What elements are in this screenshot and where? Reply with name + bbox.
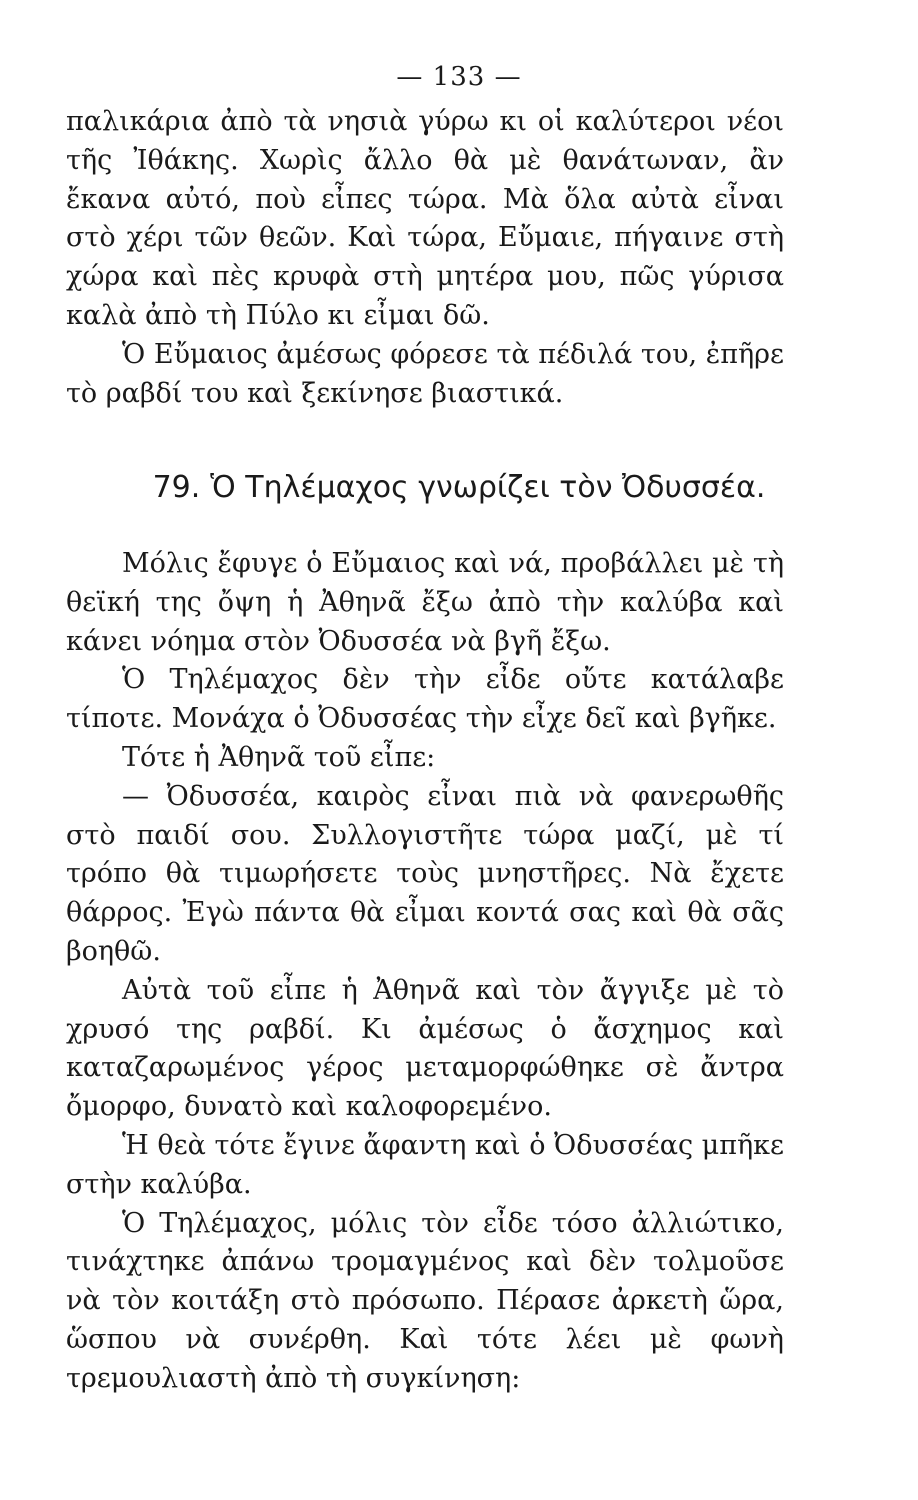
paragraph: παλικάρια ἀπὸ τὰ νησιὰ γύρω κι οἱ καλύτεροι νέοι τῆς Ἰθάκης. Χωρὶς ἄλλο θὰ μὲ θανάτωναν, ἂν ἔκανα αὐτό, ποὺ εἶπες τώρα. Μὰ ὅλα αὐτὰ εἶναι στὸ χέρι τῶν θεῶν. Καὶ τώρα, Εὔμαιε, πήγαινε στὴ χώρα καὶ πὲς κρυφὰ στὴ μητέρα μου, πῶς γύρισα καλὰ ἀπὸ τὴ Πύλο κι εἶμαι δῶ. xyxy=(66,106,784,331)
paragraph: Ὁ Τηλέμαχος, μόλις τὸν εἶδε τόσο ἀλλιώτικο, τινάχτηκε ἀπάνω τρομαγμένος καὶ δὲν τολμοῦσε νὰ τὸν κοιτάξη στὸ πρόσωπο. Πέρασε ἀρκετὴ ὥρα, ὥσπου νὰ συνέρθη. Καὶ τότε λέει μὲ φωνὴ τρεμουλιαστὴ ἀπὸ τὴ συγκίνηση: xyxy=(66,1207,784,1394)
paragraph: Τότε ἡ Ἀθηνᾶ τοῦ εἶπε: xyxy=(122,741,436,773)
dialogue-paragraph: — Ὀδυσσέα, καιρὸς εἶναι πιὰ νὰ φανερωθῆς στὸ παιδί σου. Συλλογιστῆτε τώρα μαζί, μὲ τί τρόπο θὰ τιμωρήσετε τοὺς μνηστῆρες. Νὰ ἔχετε θάρρος. Ἐγὼ πάντα θὰ εἶμαι κοντά σας καὶ θὰ σᾶς βοηθῶ. xyxy=(66,780,784,967)
chapter-number: 79. xyxy=(152,470,201,505)
top-text-section xyxy=(66,103,784,413)
paragraph: Ἡ θεὰ τότε ἔγινε ἄφαντη καὶ ὁ Ὀδυσσέας μπῆκε στὴν καλύβα. xyxy=(66,1129,784,1200)
paragraph: Ὁ Εὔμαιος ἀμέσως φόρεσε τὰ πέδιλά του, ἐπῆρε τὸ ραβδί του καὶ ξεκίνησε βιαστικά. xyxy=(66,338,784,409)
paragraph: Αὐτὰ τοῦ εἶπε ἡ Ἀθηνᾶ καὶ τὸν ἄγγιξε μὲ τὸ χρυσό της ραβδί. Κι ἀμέσως ὁ ἄσχημος καὶ καταζαρωμένος γέρος μεταμορφώθηκε σὲ ἄντρα ὄμορφο, δυνατὸ καὶ καλοφορεμένο. xyxy=(66,974,784,1123)
chapter-title: Ὁ Τηλέμαχος γνωρίζει τὸν Ὀδυσσέα. xyxy=(210,470,766,505)
main-text-section xyxy=(66,545,784,1399)
paragraph: Ὁ Τηλέμαχος δὲν τὴν εἶδε οὔτε κατάλαβε τίποτε. Μονάχα ὁ Ὀδυσσέας τὴν εἶχε δεῖ καὶ βγῆκε. xyxy=(66,664,784,735)
page-number: — 133 — xyxy=(396,62,522,92)
chapter-heading xyxy=(0,470,918,505)
paragraph: Μόλις ἔφυγε ὁ Εὔμαιος καὶ νά, προβάλλει μὲ τὴ θεϊκή της ὄψη ἡ Ἀθηνᾶ ἔξω ἀπὸ τὴν καλύβα καὶ κάνει νόημα στὸν Ὀδυσσέα νὰ βγῆ ἔξω. xyxy=(66,548,784,657)
